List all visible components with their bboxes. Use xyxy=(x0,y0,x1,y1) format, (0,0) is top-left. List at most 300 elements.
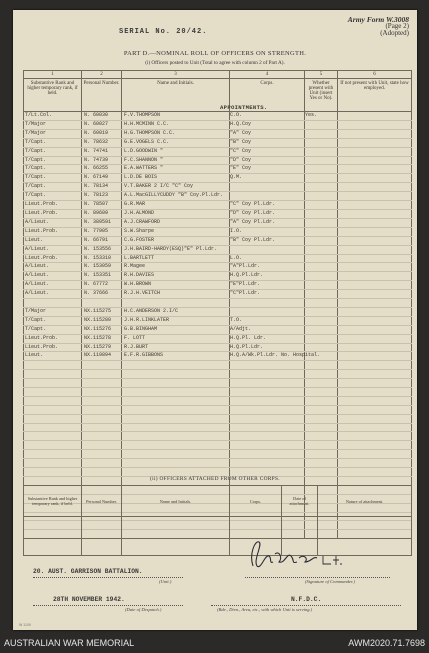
name-cell xyxy=(122,432,230,441)
table-row xyxy=(24,165,412,174)
rank-cell: A/Lieut. xyxy=(24,245,82,254)
number-cell xyxy=(82,459,122,468)
remarks-cell xyxy=(338,183,412,192)
table-row xyxy=(24,218,412,227)
appointment-cell xyxy=(230,183,305,192)
rank-cell: T/Capt. xyxy=(24,325,82,334)
rank-cell xyxy=(24,423,82,432)
name-cell: H.C.ANDERSON 2.I/C xyxy=(122,307,230,316)
name-cell: G.B.BINGHAM xyxy=(122,325,230,334)
remarks-cell xyxy=(338,165,412,174)
appointment-cell: "A" Coy xyxy=(230,129,305,138)
footer-location-caption: (Bde., Divn., Area, etc., with which Unit is serving.) xyxy=(217,607,313,612)
table-row xyxy=(24,388,412,397)
rank-cell: Lieut.Prob. xyxy=(24,343,82,352)
present-cell xyxy=(305,201,338,210)
name-cell: R.J.H.VEITCH xyxy=(122,290,230,299)
name-cell: R.Magee xyxy=(122,263,230,272)
remarks-cell xyxy=(338,112,412,121)
present-cell xyxy=(305,263,338,272)
name-cell xyxy=(122,405,230,414)
remarks-cell xyxy=(338,263,412,272)
present-cell xyxy=(305,227,338,236)
number-cell: NX.119894 xyxy=(82,352,122,361)
header-number: Personal Number. xyxy=(82,79,122,112)
name-cell: R.J.BURT xyxy=(122,343,230,352)
number-cell: N. 78507 xyxy=(82,201,122,210)
remarks-cell xyxy=(338,272,412,281)
table-row xyxy=(24,227,412,236)
footer-unit-caption: (Unit.) xyxy=(159,579,172,584)
present-cell xyxy=(305,325,338,334)
remarks-cell xyxy=(338,254,412,263)
present-cell xyxy=(305,316,338,325)
appointment-cell: "E"Pl.Ldr. xyxy=(230,281,305,290)
remarks-cell xyxy=(338,245,412,254)
rank-cell: Lieut.Prob. xyxy=(24,254,82,263)
appointments-label: APPOINTMENTS. xyxy=(220,104,268,111)
number-cell: N. 389591 xyxy=(82,218,122,227)
name-cell xyxy=(122,423,230,432)
attached-header-number: Personal Number. xyxy=(82,486,122,517)
name-cell: J.H.ALMOND xyxy=(122,209,230,218)
table-row xyxy=(24,343,412,352)
attached-header-name: Name and Initials. xyxy=(122,486,230,517)
table-row xyxy=(24,174,412,183)
header-name: Name and Initials. xyxy=(122,79,230,112)
rank-cell: T/Capt. xyxy=(24,156,82,165)
number-cell: N. 89609 xyxy=(82,209,122,218)
table-row xyxy=(24,459,412,468)
present-cell xyxy=(305,396,338,405)
number-cell: NX.115279 xyxy=(82,343,122,352)
table-row xyxy=(24,281,412,290)
number-cell xyxy=(82,299,122,308)
name-cell: R.H.DAVIES xyxy=(122,272,230,281)
number-cell: N. 153310 xyxy=(82,254,122,263)
table-row xyxy=(24,379,412,388)
table-row xyxy=(24,209,412,218)
remarks-cell xyxy=(338,450,412,459)
appointment-cell: "C"Pl.Ldr. xyxy=(230,290,305,299)
table-row xyxy=(24,236,412,245)
name-cell: F.C.SHANNON " xyxy=(122,156,230,165)
rank-cell xyxy=(24,299,82,308)
footer-date-line xyxy=(33,605,183,606)
appointment-cell: "A" Coy Pl.Ldr. xyxy=(230,218,305,227)
number-cell xyxy=(82,450,122,459)
name-cell: F. LOTT xyxy=(122,334,230,343)
header-if-not-present: If not present with Unit, state how employed. xyxy=(338,79,412,112)
rank-cell: A/Lieut. xyxy=(24,290,82,299)
number-cell: N. 153351 xyxy=(82,272,122,281)
remarks-cell xyxy=(338,361,412,370)
attached-cell xyxy=(82,517,122,556)
name-cell: G.R.MAR xyxy=(122,201,230,210)
appointment-cell xyxy=(230,245,305,254)
present-cell xyxy=(305,459,338,468)
rank-cell: A/Lieut. xyxy=(24,281,82,290)
appointment-cell: H.Q.Pl.Ldr. xyxy=(230,343,305,352)
appointment-cell xyxy=(230,432,305,441)
number-cell: N. 77905 xyxy=(82,227,122,236)
present-cell xyxy=(305,450,338,459)
remarks-cell xyxy=(338,192,412,201)
name-cell: E.F.R.GIBBONS xyxy=(122,352,230,361)
table-row xyxy=(24,245,412,254)
appointment-cell xyxy=(230,441,305,450)
appointment-cell: "A"Pl.Ldr. xyxy=(230,263,305,272)
appointment-cell: "B" Coy Pl.Ldr. xyxy=(230,236,305,245)
number-cell: N. 66791 xyxy=(82,236,122,245)
name-cell xyxy=(122,450,230,459)
name-cell: F.V.THOMPSON xyxy=(122,112,230,121)
present-cell xyxy=(305,209,338,218)
rank-cell xyxy=(24,450,82,459)
remarks-cell xyxy=(338,120,412,129)
present-cell xyxy=(305,405,338,414)
table-row xyxy=(24,183,412,192)
remarks-cell xyxy=(338,388,412,397)
name-cell xyxy=(122,414,230,423)
number-cell xyxy=(82,405,122,414)
appointment-cell: "D" Coy xyxy=(230,156,305,165)
rank-cell xyxy=(24,396,82,405)
rank-cell: Lieut.Prob. xyxy=(24,227,82,236)
table-row xyxy=(24,432,412,441)
remarks-cell xyxy=(338,174,412,183)
present-cell xyxy=(305,432,338,441)
present-cell xyxy=(305,218,338,227)
number-cell: N. 37666 xyxy=(82,290,122,299)
number-cell: NX.115275 xyxy=(82,307,122,316)
appointment-cell: "C" Coy xyxy=(230,147,305,156)
column-number: 5 xyxy=(305,71,338,79)
number-cell: N. 78632 xyxy=(82,138,122,147)
header-corps xyxy=(220,79,305,112)
appointment-cell xyxy=(230,414,305,423)
name-cell: G.E.VOGELS C.C. xyxy=(122,138,230,147)
name-cell: L.BARTLETT xyxy=(122,254,230,263)
remarks-cell xyxy=(338,343,412,352)
remarks-cell xyxy=(338,236,412,245)
present-cell xyxy=(305,272,338,281)
rank-cell xyxy=(24,370,82,379)
appointment-cell: "B" Coy xyxy=(230,138,305,147)
present-cell xyxy=(305,147,338,156)
form-page: (Page 2) xyxy=(385,22,409,30)
name-cell xyxy=(122,361,230,370)
table-row xyxy=(24,156,412,165)
present-cell xyxy=(305,174,338,183)
present-cell xyxy=(305,441,338,450)
appointment-cell: H.Q.A/Wk.Pl.Ldr. No. Hospital. xyxy=(230,352,305,361)
number-cell: NX.115276 xyxy=(82,325,122,334)
remarks-cell xyxy=(338,307,412,316)
number-cell xyxy=(82,370,122,379)
rank-cell xyxy=(24,441,82,450)
number-cell: N. 67772 xyxy=(82,281,122,290)
column-number: 2 xyxy=(82,71,122,79)
rank-cell: T/Major xyxy=(24,129,82,138)
signature-text xyxy=(239,536,244,537)
appointment-cell: L.O. xyxy=(230,254,305,263)
remarks-cell xyxy=(338,396,412,405)
remarks-cell xyxy=(338,227,412,236)
number-cell: NX.115278 xyxy=(82,334,122,343)
name-cell xyxy=(122,388,230,397)
appointment-cell xyxy=(230,307,305,316)
present-cell xyxy=(305,334,338,343)
remarks-cell xyxy=(338,218,412,227)
remarks-cell xyxy=(338,147,412,156)
name-cell: H.H.MCMINN C.C. xyxy=(122,120,230,129)
appointment-cell: A/Adjt. xyxy=(230,325,305,334)
name-cell: W.H.BROWN xyxy=(122,281,230,290)
remarks-cell xyxy=(338,209,412,218)
column-number: 3 xyxy=(122,71,230,79)
table-row xyxy=(24,299,412,308)
rank-cell xyxy=(24,405,82,414)
remarks-cell xyxy=(338,334,412,343)
part-title: PART D.—NOMINAL ROLL OF OFFICERS ON STRENGTH. xyxy=(123,50,307,57)
column-number-row xyxy=(24,71,412,79)
footer-location-line xyxy=(211,605,401,606)
remarks-cell xyxy=(338,379,412,388)
form-title: Army Form W.3008 xyxy=(347,15,409,24)
name-cell: H.G.THOMPSON C.C. xyxy=(122,129,230,138)
appointment-cell: H.Q.Coy xyxy=(230,120,305,129)
present-cell xyxy=(305,361,338,370)
remarks-cell xyxy=(338,201,412,210)
name-cell xyxy=(122,441,230,450)
rank-cell: T/Capt. xyxy=(24,192,82,201)
rank-cell xyxy=(24,388,82,397)
appointment-cell: C.O. xyxy=(230,112,305,121)
rank-cell xyxy=(24,432,82,441)
present-cell xyxy=(305,245,338,254)
name-cell: C.G.FOSTER xyxy=(122,236,230,245)
present-cell xyxy=(305,183,338,192)
appointment-cell: H.Q.Pl.Ldr. xyxy=(230,272,305,281)
number-cell xyxy=(82,432,122,441)
remarks-cell xyxy=(338,423,412,432)
rank-cell: T/Capt. xyxy=(24,183,82,192)
section1-title: (i) Officers posted to Unit (Total to agree with column 2 of Part A). xyxy=(145,60,285,66)
present-cell: Yes. xyxy=(305,112,338,121)
officers-table-body xyxy=(24,112,412,539)
present-cell xyxy=(305,423,338,432)
number-cell: N. 78123 xyxy=(82,192,122,201)
number-cell xyxy=(82,441,122,450)
header-rank: Substantive Rank and higher temporary rank, if held. xyxy=(24,79,82,112)
rank-cell: Lieut. xyxy=(24,236,82,245)
rank-cell: T/Major xyxy=(24,307,82,316)
number-cell: N. 74739 xyxy=(82,156,122,165)
appointment-cell xyxy=(230,405,305,414)
remarks-cell xyxy=(338,441,412,450)
name-cell: A.L.MacGILLYCUDDY "B" Coy.Pl.Ldr. xyxy=(122,192,230,201)
table-row xyxy=(24,120,412,129)
name-cell: E.A.WATTERS " xyxy=(122,165,230,174)
table-row xyxy=(24,325,412,334)
name-cell: L.D.DE BOIS xyxy=(122,174,230,183)
appointment-cell xyxy=(230,192,305,201)
remarks-cell xyxy=(338,138,412,147)
name-cell: V.T.BAKER 2 I/C "C" Coy xyxy=(122,183,230,192)
column-number: 4 xyxy=(230,71,305,79)
appointment-cell xyxy=(230,396,305,405)
number-cell: N. 60019 xyxy=(82,129,122,138)
rank-cell xyxy=(24,459,82,468)
footer-date-caption: (Date of Despatch.) xyxy=(125,607,162,612)
footer-unit-line xyxy=(33,577,183,578)
table-row xyxy=(24,263,412,272)
footer-unit: 20. AUST. GARRISON BATTALION. xyxy=(33,568,143,575)
rank-cell: T/Capt. xyxy=(24,316,82,325)
signature-scrawl xyxy=(239,536,359,570)
table-row xyxy=(24,201,412,210)
remarks-cell xyxy=(338,129,412,138)
present-cell xyxy=(305,138,338,147)
form-sheet xyxy=(13,10,417,630)
rank-cell: T/Capt. xyxy=(24,174,82,183)
rank-cell: T/Capt. xyxy=(24,147,82,156)
number-cell: N. 153059 xyxy=(82,263,122,272)
rank-cell: A/Lieut. xyxy=(24,272,82,281)
appointment-cell: T.O. xyxy=(230,316,305,325)
name-cell xyxy=(122,379,230,388)
appointment-cell xyxy=(230,379,305,388)
present-cell xyxy=(305,156,338,165)
present-cell xyxy=(305,379,338,388)
attached-cell xyxy=(122,517,230,556)
rank-cell xyxy=(24,361,82,370)
table-row xyxy=(24,129,412,138)
table-row xyxy=(24,316,412,325)
form-reference xyxy=(348,16,409,37)
number-cell xyxy=(82,379,122,388)
table-row xyxy=(24,290,412,299)
name-cell: A.J.CRAWFORD xyxy=(122,218,230,227)
rank-cell xyxy=(24,414,82,423)
table-row xyxy=(24,361,412,370)
appointment-cell xyxy=(230,459,305,468)
name-cell: J.H.BAIRD-HARDY(ESQ)"E" Pl.Ldr. xyxy=(122,245,230,254)
appointment-cell: "D" Coy Pl.Ldr. xyxy=(230,209,305,218)
rank-cell: Lieut.Prob. xyxy=(24,201,82,210)
number-cell: N. 60027 xyxy=(82,120,122,129)
present-cell xyxy=(305,165,338,174)
remarks-cell xyxy=(338,156,412,165)
number-cell: NX.115280 xyxy=(82,316,122,325)
appointment-cell xyxy=(230,370,305,379)
column-number: 6 xyxy=(338,71,412,79)
remarks-cell xyxy=(338,352,412,361)
print-code: W 1109 xyxy=(19,623,31,627)
table-row xyxy=(24,192,412,201)
rank-cell: Lieut.Prob. xyxy=(24,209,82,218)
present-cell xyxy=(305,388,338,397)
present-cell xyxy=(305,290,338,299)
attached-header-row xyxy=(24,486,412,517)
remarks-cell xyxy=(338,281,412,290)
table-row xyxy=(24,254,412,263)
rank-cell xyxy=(24,379,82,388)
appointment-cell xyxy=(230,388,305,397)
attached-header-date: Date of attachment. xyxy=(282,486,318,517)
appointment-cell xyxy=(230,423,305,432)
name-cell: S.W.Sharpe xyxy=(122,227,230,236)
table-row xyxy=(24,138,412,147)
remarks-cell xyxy=(338,299,412,308)
rank-cell: T/Major xyxy=(24,120,82,129)
column-header-row xyxy=(24,79,412,112)
appointment-cell: Q.M. xyxy=(230,174,305,183)
name-cell: L.D.GOODWIN " xyxy=(122,147,230,156)
table-row xyxy=(24,441,412,450)
number-cell xyxy=(82,414,122,423)
rank-cell: A/Lieut. xyxy=(24,218,82,227)
remarks-cell xyxy=(338,414,412,423)
table-row xyxy=(24,414,412,423)
footer-signature-line xyxy=(245,577,390,578)
present-cell xyxy=(305,120,338,129)
present-cell xyxy=(305,307,338,316)
attached-header-corps: Corps. xyxy=(230,486,282,517)
header-corps-label: Corps. xyxy=(260,81,274,86)
remarks-cell xyxy=(338,370,412,379)
attached-header-nature: Nature of attachment. xyxy=(318,486,412,517)
footer-location: N.F.D.C. xyxy=(291,596,322,603)
remarks-cell xyxy=(338,432,412,441)
number-cell: N. 74741 xyxy=(82,147,122,156)
table-row xyxy=(24,450,412,459)
caption-left: AUSTRALIAN WAR MEMORIAL xyxy=(4,638,135,648)
remarks-cell xyxy=(338,290,412,299)
appointment-cell: H.Q.Pl. Ldr. xyxy=(230,334,305,343)
number-cell: N. 78134 xyxy=(82,183,122,192)
number-cell xyxy=(82,361,122,370)
number-cell xyxy=(82,388,122,397)
number-cell: N. 66255 xyxy=(82,165,122,174)
present-cell xyxy=(305,414,338,423)
attached-cell xyxy=(24,517,82,556)
rank-cell: T/Lt.Col. xyxy=(24,112,82,121)
attached-header-rank: Substantive Rank and higher temporary rank, if held. xyxy=(24,486,82,517)
appointment-cell: "C" Coy Pl.Ldr. xyxy=(230,201,305,210)
present-cell xyxy=(305,281,338,290)
table-row xyxy=(24,272,412,281)
appointment-cell xyxy=(230,299,305,308)
officers-table xyxy=(23,70,412,539)
present-cell xyxy=(305,370,338,379)
serial-number: SERIAL No. 20/42. xyxy=(119,28,208,36)
number-cell: N. 67149 xyxy=(82,174,122,183)
table-row xyxy=(24,370,412,379)
remarks-cell xyxy=(338,405,412,414)
rank-cell: Lieut. xyxy=(24,352,82,361)
column-number: 1 xyxy=(24,71,82,79)
remarks-cell xyxy=(338,316,412,325)
caption-right: AWM2020.71.7698 xyxy=(348,638,425,648)
present-cell xyxy=(305,192,338,201)
appointment-cell: I.O. xyxy=(230,227,305,236)
table-row xyxy=(24,396,412,405)
rank-cell: T/Capt. xyxy=(24,138,82,147)
section2-title: (ii) OFFICERS ATTACHED FROM OTHER CORPS. xyxy=(150,476,280,482)
present-cell xyxy=(305,236,338,245)
